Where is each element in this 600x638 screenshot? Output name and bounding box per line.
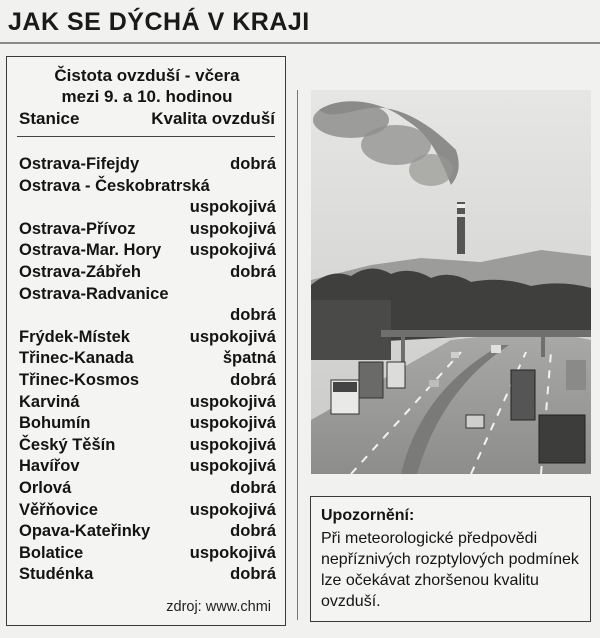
table-row: [7, 348, 287, 370]
quality-value: uspokojivá: [189, 457, 276, 476]
table-row: [7, 240, 287, 262]
quality-value: uspokojivá: [189, 435, 276, 454]
warning-text: Při meteorologické předpovědi nepříznivých rozptylových podmínek lze očekávat zhoršenou kvalitu ovzduší.: [321, 530, 579, 610]
station-name: Ostrava-Radvanice: [19, 284, 169, 303]
table-title-line-2: mezi 9. a 10. hodinou: [61, 87, 233, 106]
quality-value: špatná: [222, 349, 276, 368]
table-row: [7, 284, 287, 327]
truck: [511, 370, 535, 420]
table-rows: [7, 154, 287, 586]
table-row: [7, 564, 287, 586]
station-name: Ostrava-Fifejdy: [19, 155, 140, 173]
quality-value: uspokojivá: [189, 543, 276, 562]
car: [451, 352, 459, 358]
station-name: Ostrava-Zábřeh: [19, 262, 141, 281]
station-name: Karviná: [19, 392, 80, 411]
overpass: [381, 330, 591, 337]
quality-value: dobrá: [230, 478, 276, 497]
station-name: Studénka: [19, 565, 94, 584]
truck: [359, 362, 383, 398]
table-title: [7, 65, 287, 107]
table-row: [7, 435, 287, 457]
car: [466, 415, 484, 428]
station-name: Ostrava-Mar. Hory: [19, 241, 162, 260]
headline-divider: [0, 42, 600, 44]
station-name: Bohumín: [19, 414, 91, 433]
table-row: [7, 370, 287, 392]
car: [491, 345, 501, 353]
warning-title: Upozornění:: [321, 507, 415, 524]
quality-value: dobrá: [230, 522, 276, 541]
station-name: Frýdek-Místek: [19, 327, 130, 346]
station-name: Ostrava - Českobratrská: [19, 176, 210, 195]
table-row: [7, 262, 287, 284]
quality-value: dobrá: [230, 565, 276, 584]
station-name: Orlová: [19, 478, 72, 497]
table-row: [7, 176, 287, 219]
quality-value: uspokojivá: [189, 241, 276, 260]
highway-smokestack-photo: [311, 90, 591, 474]
page-headline: JAK SE DÝCHÁ V KRAJI: [8, 8, 310, 36]
table-row: [7, 543, 287, 565]
source-credit: zdroj: www.chmi: [166, 599, 271, 615]
column-header-station: Stanice: [19, 109, 80, 128]
table-row: [7, 521, 287, 543]
table-title-line-1: Čistota ovzduší - včera: [54, 66, 240, 85]
station-name: Ostrava-Přívoz: [19, 219, 136, 238]
quality-value: uspokojivá: [189, 327, 276, 346]
truck: [539, 415, 585, 463]
car: [429, 380, 439, 387]
column-divider: [297, 90, 298, 620]
air-quality-table: [6, 56, 286, 626]
photo-illustration: [311, 90, 591, 474]
station-name: Bolatice: [19, 543, 84, 562]
table-row: [7, 327, 287, 349]
table-row: [7, 154, 287, 176]
header-divider: [17, 136, 275, 137]
quality-value: dobrá: [230, 306, 276, 325]
table-row: [7, 219, 287, 241]
quality-value: dobrá: [230, 262, 276, 281]
column-header-quality: Kvalita ovzduší: [151, 109, 275, 128]
quality-value: uspokojivá: [189, 198, 276, 217]
station-name: Věřňovice: [19, 500, 98, 519]
station-name: Český Těšín: [19, 435, 116, 454]
quality-value: uspokojivá: [189, 500, 276, 519]
truck: [387, 362, 405, 388]
table-row: [7, 413, 287, 435]
table-row: [7, 478, 287, 500]
station-name: Opava-Kateřinky: [19, 522, 151, 541]
station-name: Třinec-Kanada: [19, 349, 134, 368]
station-name: Třinec-Kosmos: [19, 370, 140, 389]
quality-value: uspokojivá: [189, 219, 276, 238]
station-name: Havířov: [19, 457, 80, 476]
table-row: [7, 456, 287, 478]
table-row: [7, 500, 287, 522]
quality-value: dobrá: [230, 370, 276, 389]
table-row: [7, 392, 287, 414]
quality-value: uspokojivá: [189, 392, 276, 411]
quality-value: uspokojivá: [189, 414, 276, 433]
quality-value: dobrá: [230, 155, 276, 173]
warning-box: [310, 496, 591, 622]
chimney: [457, 202, 465, 254]
